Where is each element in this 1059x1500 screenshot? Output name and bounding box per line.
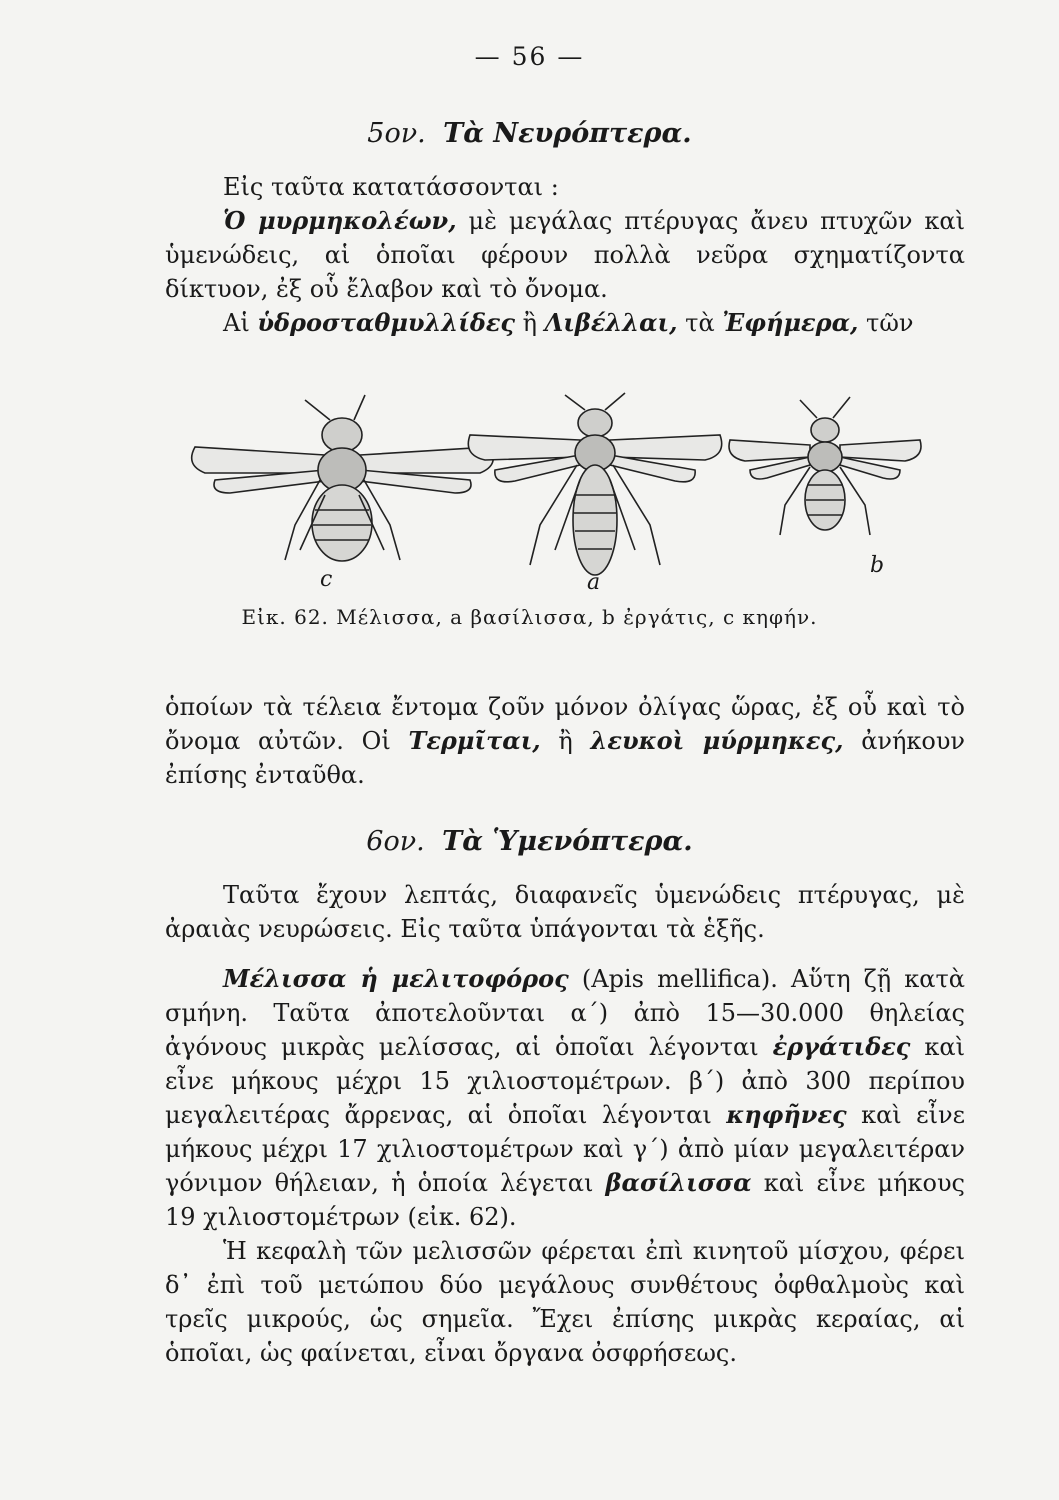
bee-engraving xyxy=(185,385,930,600)
term-termitai: Τερμῖται, xyxy=(408,726,541,755)
section-6-heading xyxy=(0,826,1059,857)
text-run: (Apis mellifica). Αὕτη ζῇ κατὰ σμήνη. Ταῦτα ἀποτελοῦνται α΄) ἀπὸ 15—30.000 θηλείας ἀγόνους μικρὰς μελίσσας, αἱ ὁποῖαι λέγονται xyxy=(165,965,965,1061)
paragraph-termites xyxy=(165,690,965,792)
text-run: τῶν xyxy=(858,309,914,337)
drone-bee-drawing xyxy=(192,395,494,561)
text-run: ὁποίων τὰ τέλεια ἔντομα ζοῦν μόνον ὀλίγας ὥρας, ἐξ οὗ καὶ τὸ ὄνομα αὐτῶν. Οἱ xyxy=(165,693,965,755)
term-white-ants: λευκοὶ μύρμηκες, xyxy=(590,726,844,755)
bee-illustration xyxy=(185,385,930,600)
figure-caption: Εἰκ. 62. Μέλισσα, a βασίλισσα, b ἐργάτις, c κηφήν. xyxy=(241,605,818,629)
queen-bee-drawing xyxy=(468,393,721,575)
text-run: καὶ εἶνε μήκους 19 χιλιοστομέτρων (εἰκ. 62). xyxy=(165,1169,965,1231)
text-run: ἢ xyxy=(540,727,591,755)
section-5-text-top xyxy=(165,170,965,340)
term-libellai: Λιβέλλαι, xyxy=(544,308,678,337)
term-ydrostathmyllides: ὑδροσταθμυλλίδες xyxy=(257,308,516,337)
paragraph-text: μὲ μεγάλας πτέρυγας ἄνευ πτυχῶν καὶ ὑμενώδεις, αἱ ὁποῖαι φέρουν πολλὰ νεῦρα σχηματίζοντα δίκτυον, ἐξ οὗ ἔλαβον καὶ τὸ ὄνομα. xyxy=(165,207,965,303)
section-5-intro: Εἰς ταῦτα κατατάσσονται : xyxy=(223,173,559,201)
section-5-number: 5ον. xyxy=(367,118,426,149)
paragraph-bee-head: Ἡ κεφαλὴ τῶν μελισσῶν φέρεται ἐπὶ κινητοῦ μίσχου, φέρει δ᾽ ἐπὶ τοῦ μετώπου δύο μεγάλους συνθέτους ὀφθαλμοὺς καὶ τρεῖς μικρούς, ὡς σημεῖα. Ἔχει ἐπίσης μικρὰς κεραίας, αἱ ὁποῖαι, ὡς φαίνεται, εἶναι ὄργανα ὀσφρήσεως. xyxy=(165,1237,965,1367)
paragraph-honeybee xyxy=(165,962,965,1234)
term-kifines: κηφῆνες xyxy=(726,1100,847,1129)
paragraph-myrmekoleon xyxy=(165,204,965,306)
text-run: καὶ εἶνε μήκους μέχρι 15 χιλιοστομέτρων. β΄) ἀπὸ 300 περίπου μεγαλειτέρας ἄρρενας, αἱ ὁποῖαι λέγονται xyxy=(165,1033,966,1129)
page-number: — 56 — xyxy=(474,42,585,71)
term-ergatides: ἐργάτιδες xyxy=(772,1032,911,1061)
term-myrmekoleon: Ὁ μυρμηκολέων, xyxy=(223,206,457,235)
text-run: ἢ xyxy=(515,309,545,337)
figure-letter-a: a xyxy=(587,570,601,595)
paragraph-hymenoptera: Ταῦτα ἔχουν λεπτάς, διαφανεῖς ὑμενώδεις πτέρυγας, μὲ ἀραιὰς νευρώσεις. Εἰς ταῦτα ὑπάγονται τὰ ἑξῆς. xyxy=(165,881,965,943)
text-run: τὰ xyxy=(677,309,723,337)
worker-bee-drawing xyxy=(729,397,921,535)
term-ephemera: Ἐφήμερα, xyxy=(722,308,859,337)
section-6-number: 6ον. xyxy=(366,826,425,857)
paragraph-dragonflies xyxy=(165,306,965,340)
section-6-title: Τὰ Ὑμενόπτερα. xyxy=(442,826,693,857)
figure-letter-c: c xyxy=(320,567,333,592)
term-vasilissa: βασίλισσα xyxy=(605,1168,752,1197)
section-5-title: Τὰ Νευρόπτερα. xyxy=(443,118,692,149)
section-5-text-bottom xyxy=(165,690,965,792)
text-run: καὶ εἶνε μήκους μέχρι 17 χιλιοστομέτρων καὶ γ΄) ἀπὸ μίαν μεγαλειτέραν γόνιμον θήλειαν, ἡ ὁποία λέγεται xyxy=(165,1101,966,1197)
text-run: ἀνήκουν ἐπίσης ἐνταῦθα. xyxy=(165,727,966,789)
section-6-text xyxy=(165,878,965,1370)
figure-letter-b: b xyxy=(870,553,885,578)
section-5-heading xyxy=(0,118,1059,149)
text-run: Αἱ xyxy=(223,309,258,337)
term-melissa: Μέλισσα ἡ μελιτοφόρος xyxy=(223,964,569,993)
